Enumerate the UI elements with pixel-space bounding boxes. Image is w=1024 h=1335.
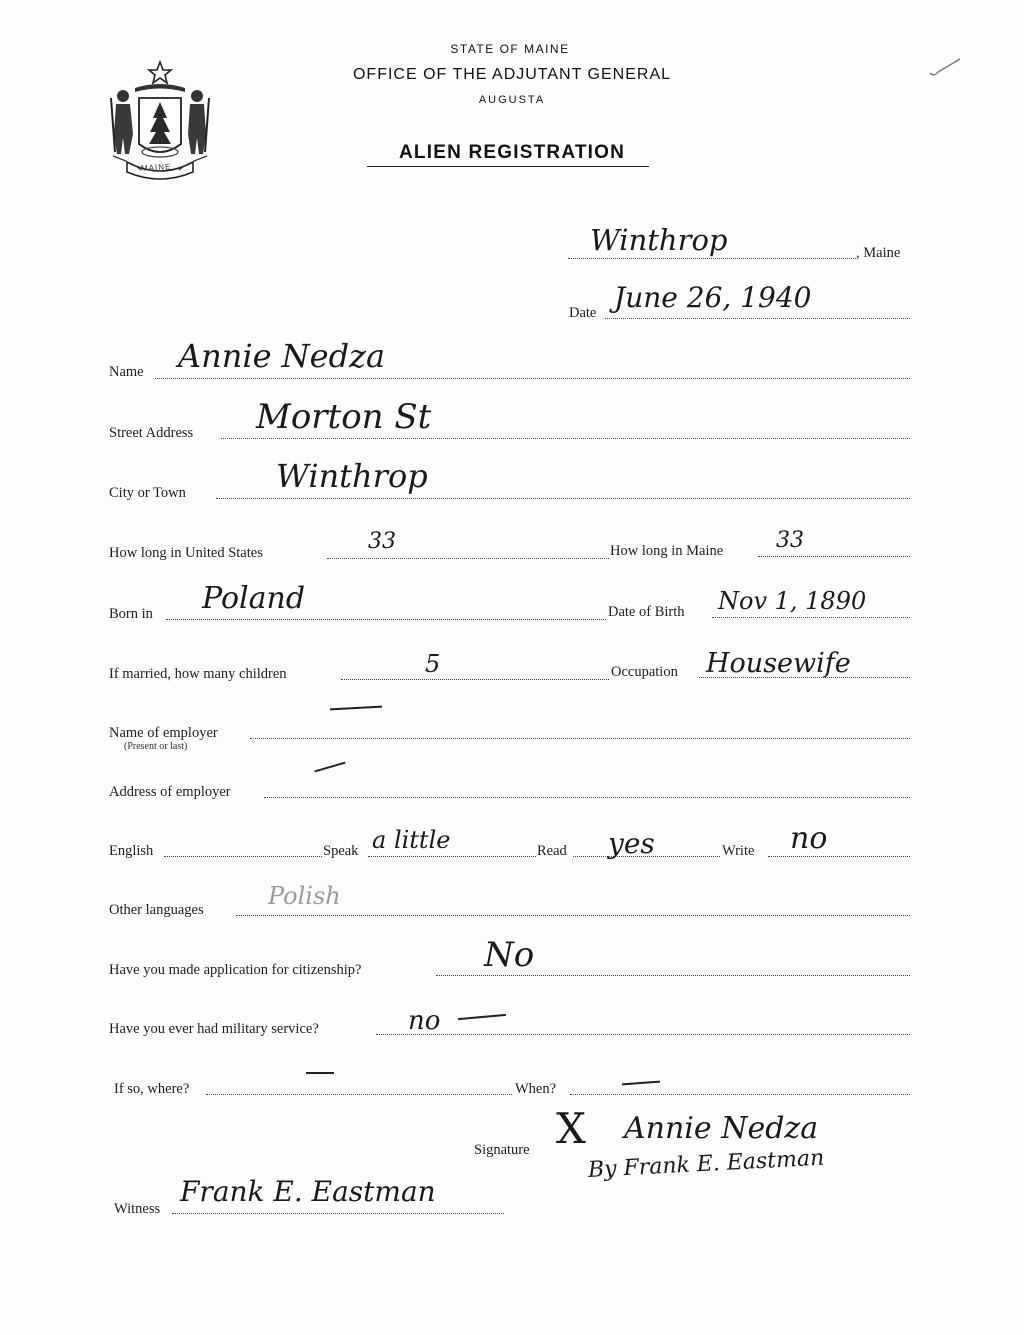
employer-name-sublabel: (Present or last) bbox=[124, 741, 188, 752]
employer-address-line bbox=[264, 797, 910, 798]
date-line bbox=[605, 318, 910, 319]
where-dash-mark bbox=[306, 1072, 334, 1074]
pencil-check-mark-icon bbox=[928, 55, 962, 79]
read-value: yes bbox=[608, 827, 655, 860]
name-label: Name bbox=[109, 364, 144, 380]
header-state: STATE OF MAINE bbox=[450, 42, 570, 56]
witness-label: Witness bbox=[114, 1201, 161, 1217]
occupation-label: Occupation bbox=[611, 664, 678, 680]
witness-line bbox=[172, 1213, 504, 1214]
city-label: City or Town bbox=[109, 485, 186, 501]
town-line bbox=[568, 258, 856, 259]
where-line bbox=[206, 1094, 512, 1095]
street-line bbox=[221, 438, 910, 439]
employer-dash-mark bbox=[330, 706, 382, 711]
town-suffix-label: , Maine bbox=[856, 245, 901, 261]
english-line bbox=[164, 856, 322, 857]
other-languages-label: Other languages bbox=[109, 902, 204, 918]
header-office: OFFICE OF THE ADJUTANT GENERAL bbox=[352, 66, 672, 83]
children-line bbox=[341, 679, 609, 680]
military-line bbox=[376, 1034, 910, 1035]
occupation-value: Housewife bbox=[706, 648, 851, 679]
how-long-maine-line bbox=[758, 556, 910, 557]
military-dash-mark bbox=[458, 1014, 506, 1020]
employer-name-line bbox=[250, 738, 910, 739]
street-value: Morton St bbox=[256, 397, 432, 437]
signature-mark: X bbox=[556, 1104, 586, 1153]
write-line bbox=[768, 856, 910, 857]
signature-by-value: By Frank E. Eastman bbox=[587, 1145, 825, 1183]
speak-line bbox=[368, 856, 536, 857]
other-languages-value: Polish bbox=[268, 882, 341, 910]
how-long-us-label: How long in United States bbox=[109, 545, 263, 561]
date-label: Date bbox=[569, 305, 597, 321]
date-of-birth-line bbox=[712, 617, 910, 618]
born-in-label: Born in bbox=[109, 606, 153, 622]
born-in-line bbox=[166, 619, 606, 620]
military-value: no bbox=[408, 1006, 441, 1036]
citizenship-label: Have you made application for citizenship? bbox=[109, 962, 362, 978]
name-value: Annie Nedza bbox=[178, 337, 386, 375]
how-long-us-line bbox=[327, 558, 609, 559]
children-label: If married, how many children bbox=[109, 666, 287, 682]
when-label: When? bbox=[515, 1081, 557, 1097]
signature-value: Annie Nedza bbox=[624, 1111, 819, 1146]
title-underline bbox=[367, 166, 649, 167]
english-label: English bbox=[109, 843, 154, 859]
name-line bbox=[155, 378, 910, 379]
how-long-us-value: 33 bbox=[368, 529, 396, 554]
citizenship-value: No bbox=[484, 935, 535, 975]
town-value: Winthrop bbox=[590, 223, 728, 257]
children-value: 5 bbox=[425, 650, 441, 678]
where-label: If so, where? bbox=[114, 1081, 190, 1097]
when-line bbox=[570, 1094, 910, 1095]
street-label: Street Address bbox=[109, 425, 194, 441]
date-value: June 26, 1940 bbox=[614, 281, 812, 314]
form-title: ALIEN REGISTRATION bbox=[398, 142, 626, 163]
seal-banner-text: MAINE bbox=[140, 162, 172, 173]
employer-name-label: Name of employer bbox=[109, 725, 218, 741]
witness-value: Frank E. Eastman bbox=[180, 1175, 436, 1208]
date-of-birth-value: Nov 1, 1890 bbox=[718, 587, 867, 615]
write-value: no bbox=[790, 821, 828, 856]
other-languages-line bbox=[236, 915, 910, 916]
read-label: Read bbox=[537, 843, 567, 859]
speak-label: Speak bbox=[323, 843, 359, 859]
military-label: Have you ever had military service? bbox=[109, 1021, 319, 1037]
date-of-birth-label: Date of Birth bbox=[608, 604, 685, 620]
header-city: AUGUSTA bbox=[478, 94, 546, 106]
employer-address-label: Address of employer bbox=[109, 784, 231, 800]
city-value: Winthrop bbox=[276, 457, 428, 495]
write-label: Write bbox=[722, 843, 755, 859]
citizenship-line bbox=[436, 975, 910, 976]
born-in-value: Poland bbox=[202, 581, 306, 616]
city-line bbox=[216, 498, 910, 499]
how-long-maine-value: 33 bbox=[776, 528, 804, 553]
when-dash-mark bbox=[622, 1081, 660, 1086]
signature-label: Signature bbox=[474, 1142, 530, 1158]
how-long-maine-label: How long in Maine bbox=[610, 543, 724, 559]
employer-address-dash-mark bbox=[314, 762, 345, 773]
speak-value: a little bbox=[372, 826, 451, 854]
